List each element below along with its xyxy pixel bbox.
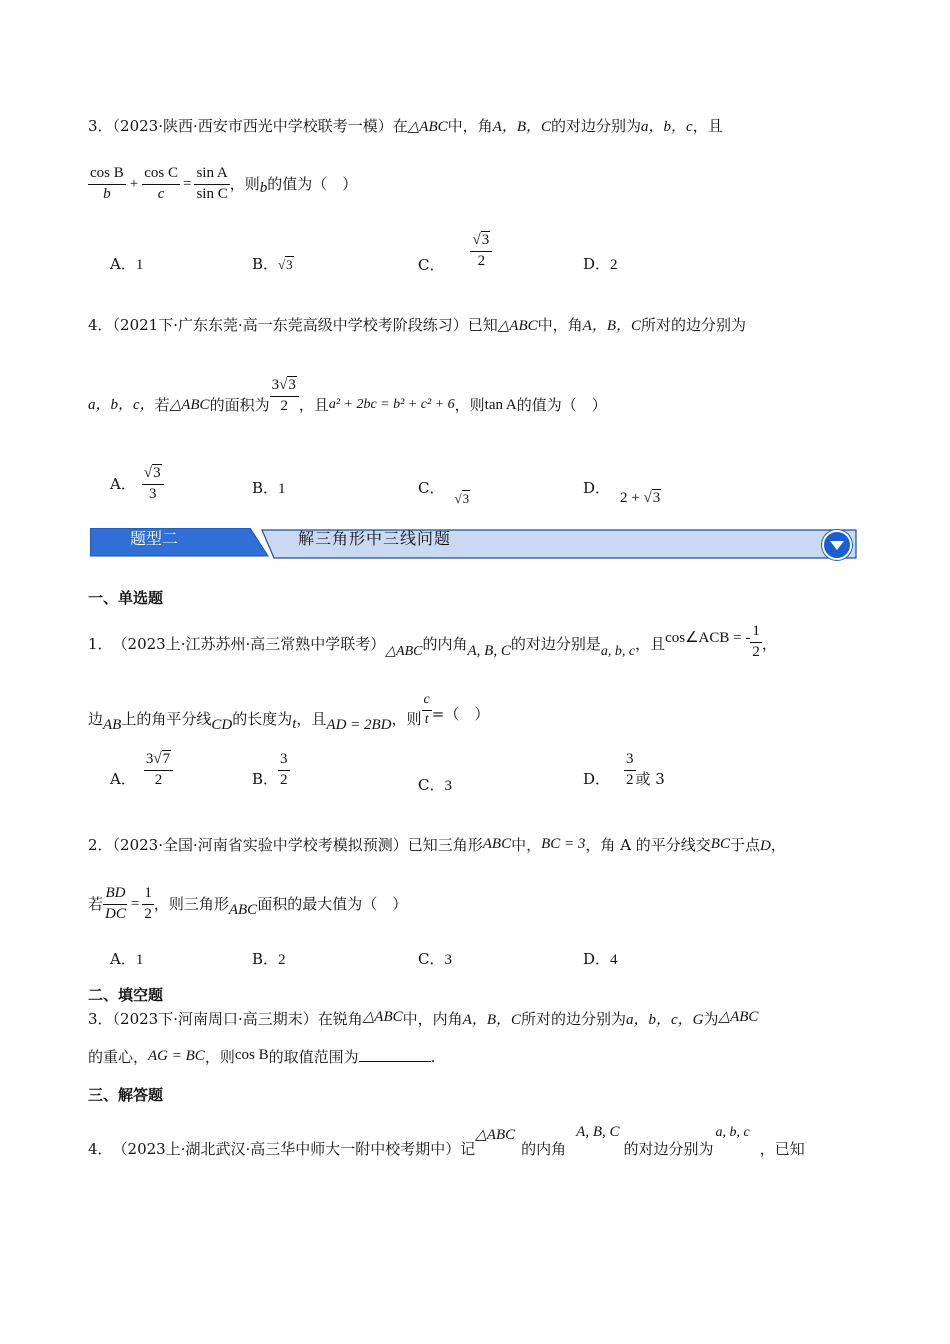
p1-option-a[interactable]: A． $\frac{3√7}{2}$ bbox=[110, 752, 173, 789]
q3-frac-cosb: $\frac{\text{cos B}}{b}$ bbox=[90, 165, 124, 202]
plus-sign: + bbox=[129, 175, 139, 192]
q3-var-b: b bbox=[259, 179, 268, 196]
q3-frac-sina: $\frac{\text{sin A}}{\text{sin C}}$ bbox=[196, 165, 228, 202]
p1-sides: a, b, c bbox=[600, 644, 636, 660]
p4-triangle: △ABC bbox=[475, 1127, 516, 1143]
p2-option-b[interactable]: B．2 bbox=[252, 950, 286, 968]
q4-condition: a² + 2bc = b² + c² + 6 bbox=[328, 397, 455, 413]
q4-option-b[interactable]: B．1 bbox=[252, 479, 286, 497]
q3-text: ，且 bbox=[692, 117, 723, 135]
q3-text: 的对边分别为 bbox=[551, 117, 642, 135]
q3-frac-cosc: $\frac{\text{cos C}}{c}$ bbox=[144, 165, 178, 202]
q3-option-d[interactable]: D．2 bbox=[583, 255, 618, 273]
banner-tag: 题型二 bbox=[130, 529, 179, 548]
q4-triangle: △ABC bbox=[169, 396, 210, 413]
p2-bc: BC = 3 bbox=[541, 836, 586, 852]
q3-angles: A，B，C bbox=[492, 119, 551, 135]
q3-option-c[interactable]: C． $\frac{√3}{2}$ bbox=[418, 230, 492, 273]
p1-option-d[interactable]: D． $\frac{3}{2}$ 或 3 bbox=[583, 751, 665, 788]
q3-sides: a，b，c bbox=[641, 119, 693, 135]
p1-ab: AB bbox=[103, 717, 122, 733]
q4-number: 4． bbox=[88, 316, 113, 334]
p3-number: 3． bbox=[88, 1010, 113, 1028]
p4-source: （2023上·湖北武汉·高三华中师大一附中校考期中）记 bbox=[112, 1140, 476, 1158]
q3-line1 bbox=[88, 119, 723, 135]
p4-angles: A, B, C bbox=[576, 1124, 620, 1140]
p3-answer-blank[interactable] bbox=[359, 1049, 431, 1062]
p2-line2: 若 $\frac{BD}{DC}$ = $\frac{1}{2}$ ，则三角形 ABC 面积的最大值为（ ） bbox=[88, 885, 408, 922]
p3-line2: 的重心，AG = BC，则cos B的取值范围为 . bbox=[88, 1047, 436, 1066]
q4-triangle: △ABC bbox=[497, 318, 538, 334]
p4-sides: a, b, c bbox=[715, 1124, 750, 1140]
p3-source: （2023下·河南周口·高三期末）在锐角 bbox=[112, 1010, 363, 1028]
section-banner bbox=[90, 528, 858, 560]
p2-option-a[interactable]: A．1 bbox=[110, 950, 144, 968]
q3-number: 3． bbox=[88, 117, 113, 135]
p1-source: （2023上·江苏苏州·高三常熟中学联考） bbox=[112, 634, 386, 653]
q3-option-a[interactable]: A．1 bbox=[110, 255, 144, 273]
p1-cd: CD bbox=[211, 717, 233, 733]
p2-abc: ABC bbox=[482, 836, 512, 852]
p1-condition: AD = 2BD bbox=[326, 717, 392, 733]
p4-line1: 4． （2023上·湖北武汉·高三华中师大一附中校考期中）记 △ABC 的内角 A, B, C 的对边分别为 a, b, c ，已知 bbox=[88, 1124, 805, 1158]
p2-number: 2． bbox=[88, 836, 113, 854]
q3-option-b[interactable]: B．√3 bbox=[252, 255, 293, 273]
p2-line1: 2．（2023·全国·河南省实验中学校考模拟预测）已知三角形ABC中，BC = 3，角 A 的平分线交BC于点D， bbox=[88, 836, 786, 854]
q4-option-a[interactable]: A． $\frac{√3}{3}$ bbox=[110, 466, 164, 503]
p4-number: 4． bbox=[88, 1140, 113, 1158]
q3-text: 的值为（ ） bbox=[267, 174, 358, 193]
p2-d: D bbox=[759, 838, 771, 854]
q4-tan-a: tan A bbox=[484, 396, 517, 413]
q4-angles: A，B，C bbox=[582, 318, 641, 334]
p3-condition: AG = BC bbox=[148, 1048, 205, 1064]
banner-title: 解三角形中三线问题 bbox=[298, 529, 452, 548]
p1-angles: A, B, C bbox=[467, 642, 511, 659]
p1-t: t bbox=[292, 716, 297, 732]
q4-sides: a，b，c， bbox=[88, 396, 155, 413]
p3-angles: A，B，C bbox=[462, 1012, 521, 1028]
q3-equation-line bbox=[88, 166, 357, 203]
section-heading-fill-blank: 二、填空题 bbox=[88, 986, 164, 1004]
p1-triangle: △ABC bbox=[385, 644, 423, 660]
q3-text: ，则 bbox=[229, 174, 260, 193]
p3-line1: 3．（2023下·河南周口·高三期末）在锐角△ABC中，内角A，B，C所对的边分别为a，b，c，G为△ABC bbox=[88, 1009, 759, 1028]
q4-source: （2021下·广东东莞·高一东莞高级中学校考阶段练习）已知 bbox=[112, 316, 498, 334]
p1-number: 1． bbox=[88, 634, 113, 653]
p3-sides: a，b，c，G bbox=[626, 1012, 704, 1028]
p1-line1: 1． （2023上·江苏苏州·高三常熟中学联考） △ABC 的内角 A, B, C 的对边分别是 a, b, c ，且 cos∠ACB = - $\frac{1}{2}$ ， bbox=[88, 623, 777, 660]
equals-sign: = bbox=[182, 175, 192, 192]
q4-line2: a，b，c， 若 △ABC 的面积为 $\frac{3√3}{2}$ ，且 a² + 2bc = b² + c² + 6 ，则 tan A 的值为（ ） bbox=[88, 377, 607, 414]
section-heading-single-choice: 一、单选题 bbox=[88, 589, 164, 607]
p3-cos-b: cos B bbox=[234, 1047, 269, 1063]
p3-triangle: △ABC bbox=[362, 1009, 403, 1025]
q4-option-d[interactable]: D．2 + √3 bbox=[583, 479, 661, 506]
q4-option-c[interactable]: C．√3 bbox=[418, 479, 470, 506]
q3-triangle: △ABC bbox=[407, 119, 448, 135]
chevron-down-circle-icon[interactable] bbox=[822, 530, 852, 560]
p1-option-c[interactable]: C．3 bbox=[418, 776, 452, 794]
q3-text: 中，角 bbox=[447, 117, 493, 135]
p1-line2: 边 AB 上的角平分线 CD 的长度为 t ，且 AD = 2BD ，则 $\frac{c}{t}$ =（ ） bbox=[88, 692, 490, 733]
p2-option-d[interactable]: D．4 bbox=[583, 950, 618, 968]
q4-area-frac: $\frac{3√3}{2}$ bbox=[270, 378, 299, 415]
p2-source: （2023·全国·河南省实验中学校考模拟预测）已知三角形 bbox=[112, 836, 483, 854]
p1-option-b[interactable]: B． $\frac{3}{2}$ bbox=[252, 751, 288, 788]
q4-line1: 4．（2021下·广东东莞·高一东莞高级中学校考阶段练习）已知△ABC中，角A，B，C所对的边分别为 bbox=[88, 316, 747, 334]
section-heading-answer: 三、解答题 bbox=[88, 1086, 164, 1104]
banner-shape bbox=[90, 528, 858, 562]
p2-option-c[interactable]: C．3 bbox=[418, 950, 452, 968]
q3-source: （2023·陕西·西安市西光中学校联考一模）在 bbox=[112, 117, 408, 135]
p1-cos: cos∠ACB = - bbox=[665, 629, 751, 646]
